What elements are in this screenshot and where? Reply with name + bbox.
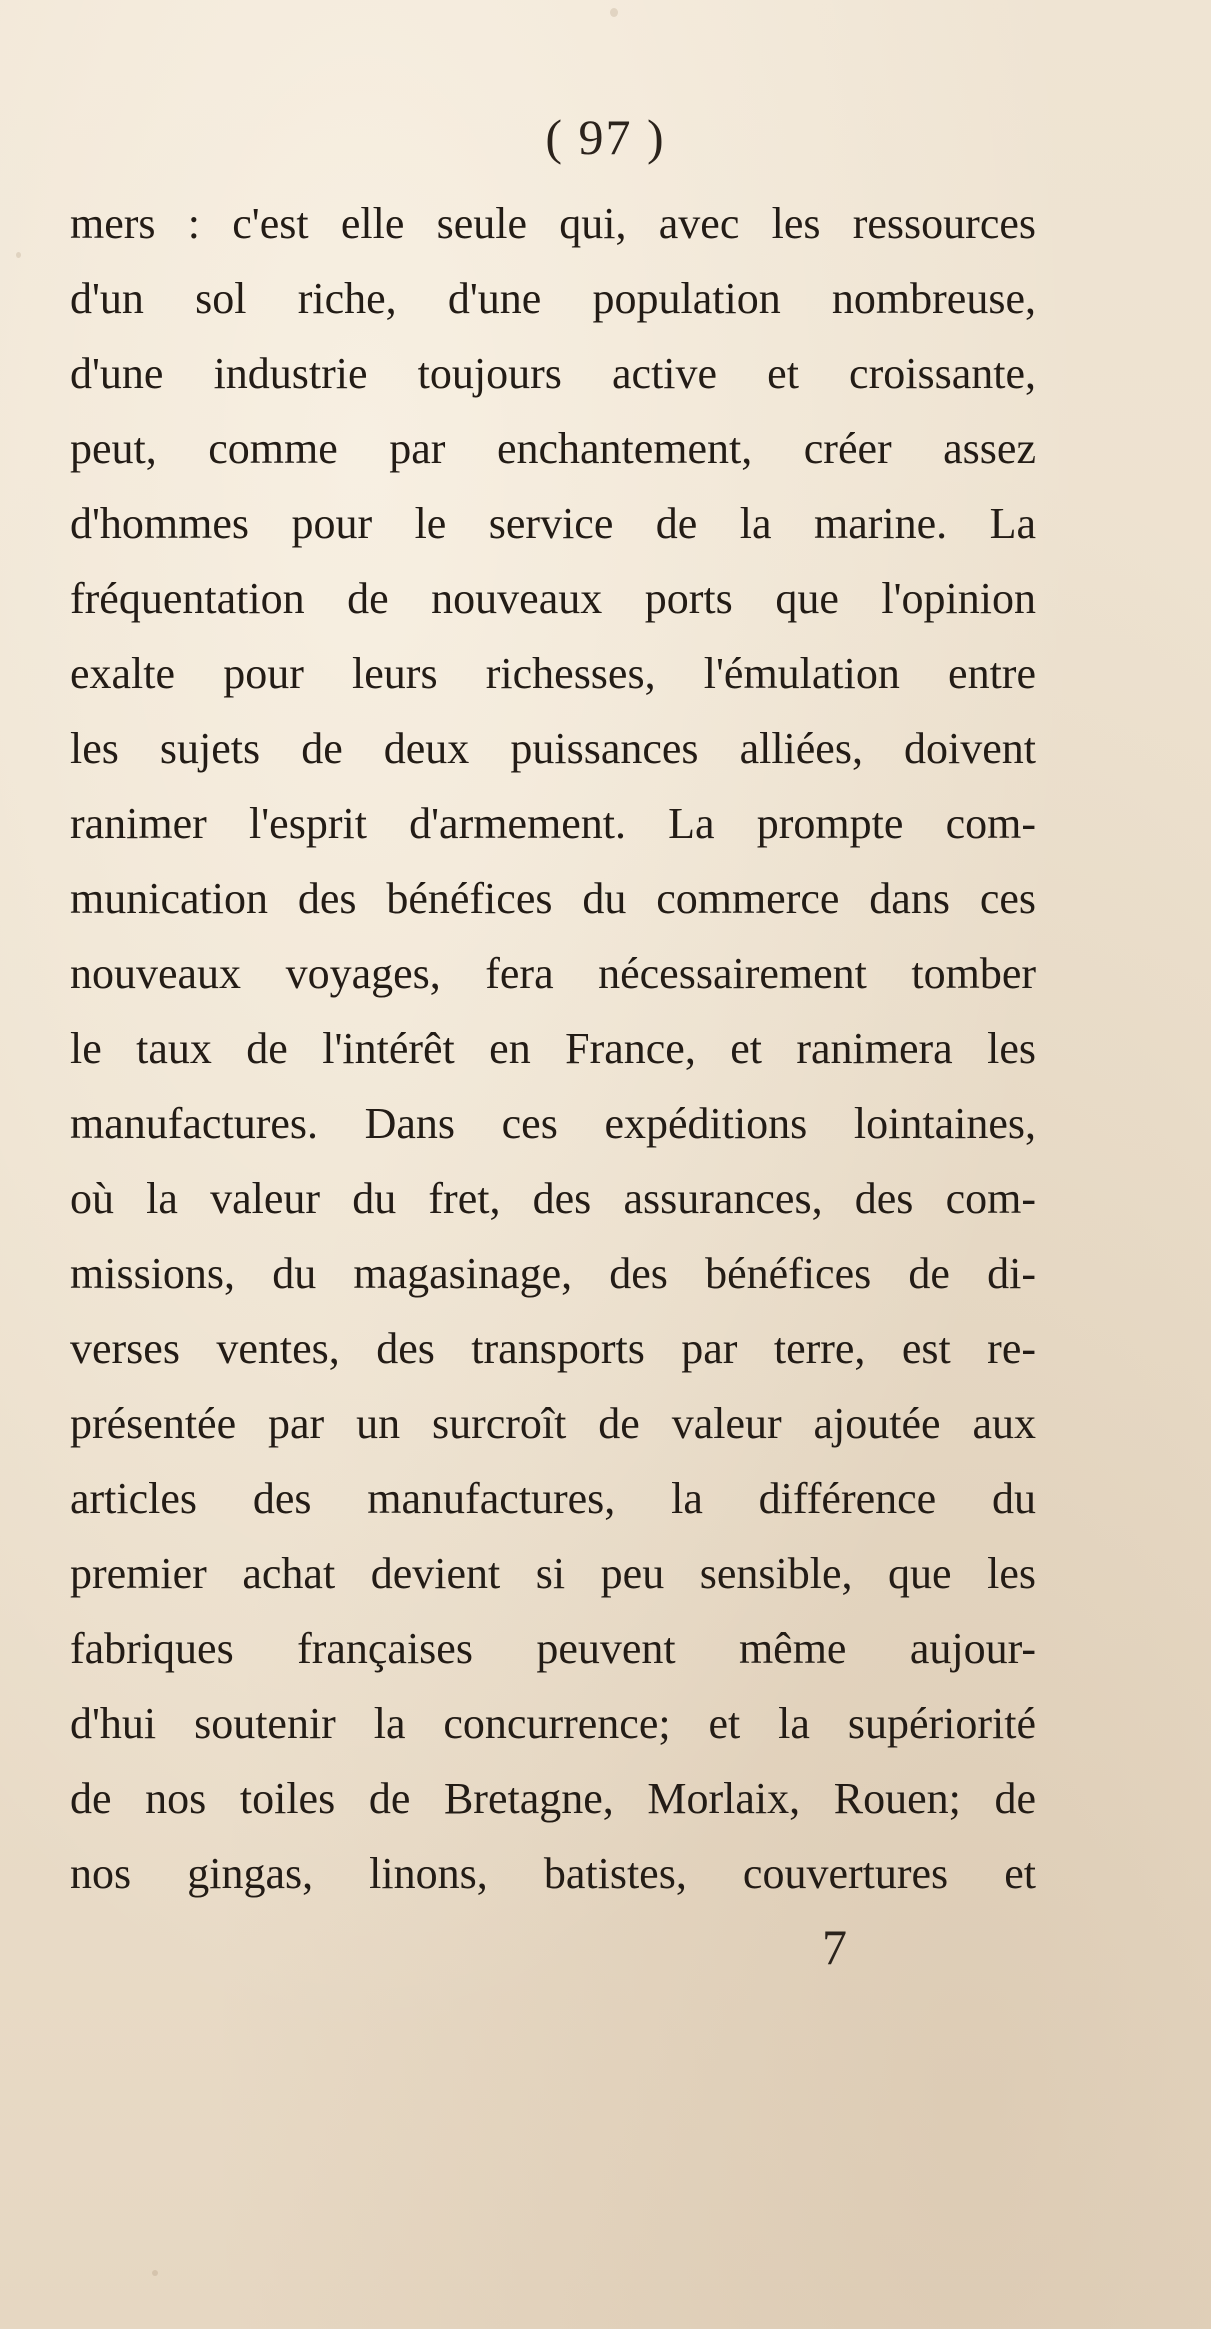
text-line: nouveaux voyages, fera nécessairement tomber	[70, 949, 1036, 998]
text-line: d'une industrie toujours active et croissante,	[70, 349, 1036, 398]
text-line: fréquentation de nouveaux ports que l'opinion	[70, 574, 1036, 623]
text-line: missions, du magasinage, des bénéfices de di-	[70, 1249, 1036, 1298]
body-text	[70, 186, 1036, 1911]
text-line: munication des bénéfices du commerce dans ces	[70, 874, 1036, 923]
signature-mark: 7	[822, 1919, 847, 1975]
paper-spot	[610, 8, 618, 17]
text-line: le taux de l'intérêt en France, et ranimera les	[70, 1024, 1036, 1073]
text-line: d'hui soutenir la concurrence; et la supériorité	[70, 1699, 1036, 1748]
text-line: ranimer l'esprit d'armement. La prompte com-	[70, 799, 1036, 848]
text-line: où la valeur du fret, des assurances, des com-	[70, 1174, 1036, 1223]
text-line: manufactures. Dans ces expéditions lointaines,	[70, 1099, 1036, 1148]
text-line: exalte pour leurs richesses, l'émulation entre	[70, 649, 1036, 698]
text-line: premier achat devient si peu sensible, que les	[70, 1549, 1036, 1598]
text-line: les sujets de deux puissances alliées, doivent	[70, 724, 1036, 773]
text-line: d'un sol riche, d'une population nombreuse,	[70, 274, 1036, 323]
page-number: ( 97 )	[545, 109, 666, 165]
text-line: nos gingas, linons, batistes, couvertures et	[70, 1849, 1036, 1898]
text-line: présentée par un surcroît de valeur ajoutée aux	[70, 1399, 1036, 1448]
text-line: mers : c'est elle seule qui, avec les ressources	[70, 199, 1036, 248]
paper-spot	[152, 2270, 158, 2276]
text-line: d'hommes pour le service de la marine. La	[70, 499, 1036, 548]
text-line: fabriques françaises peuvent même aujour-	[70, 1624, 1036, 1673]
paper-spot	[16, 252, 21, 258]
text-line: verses ventes, des transports par terre, est re-	[70, 1324, 1036, 1373]
text-line: peut, comme par enchantement, créer assez	[70, 424, 1036, 473]
text-line: de nos toiles de Bretagne, Morlaix, Rouen; de	[70, 1774, 1036, 1823]
text-line: articles des manufactures, la différence du	[70, 1474, 1036, 1523]
